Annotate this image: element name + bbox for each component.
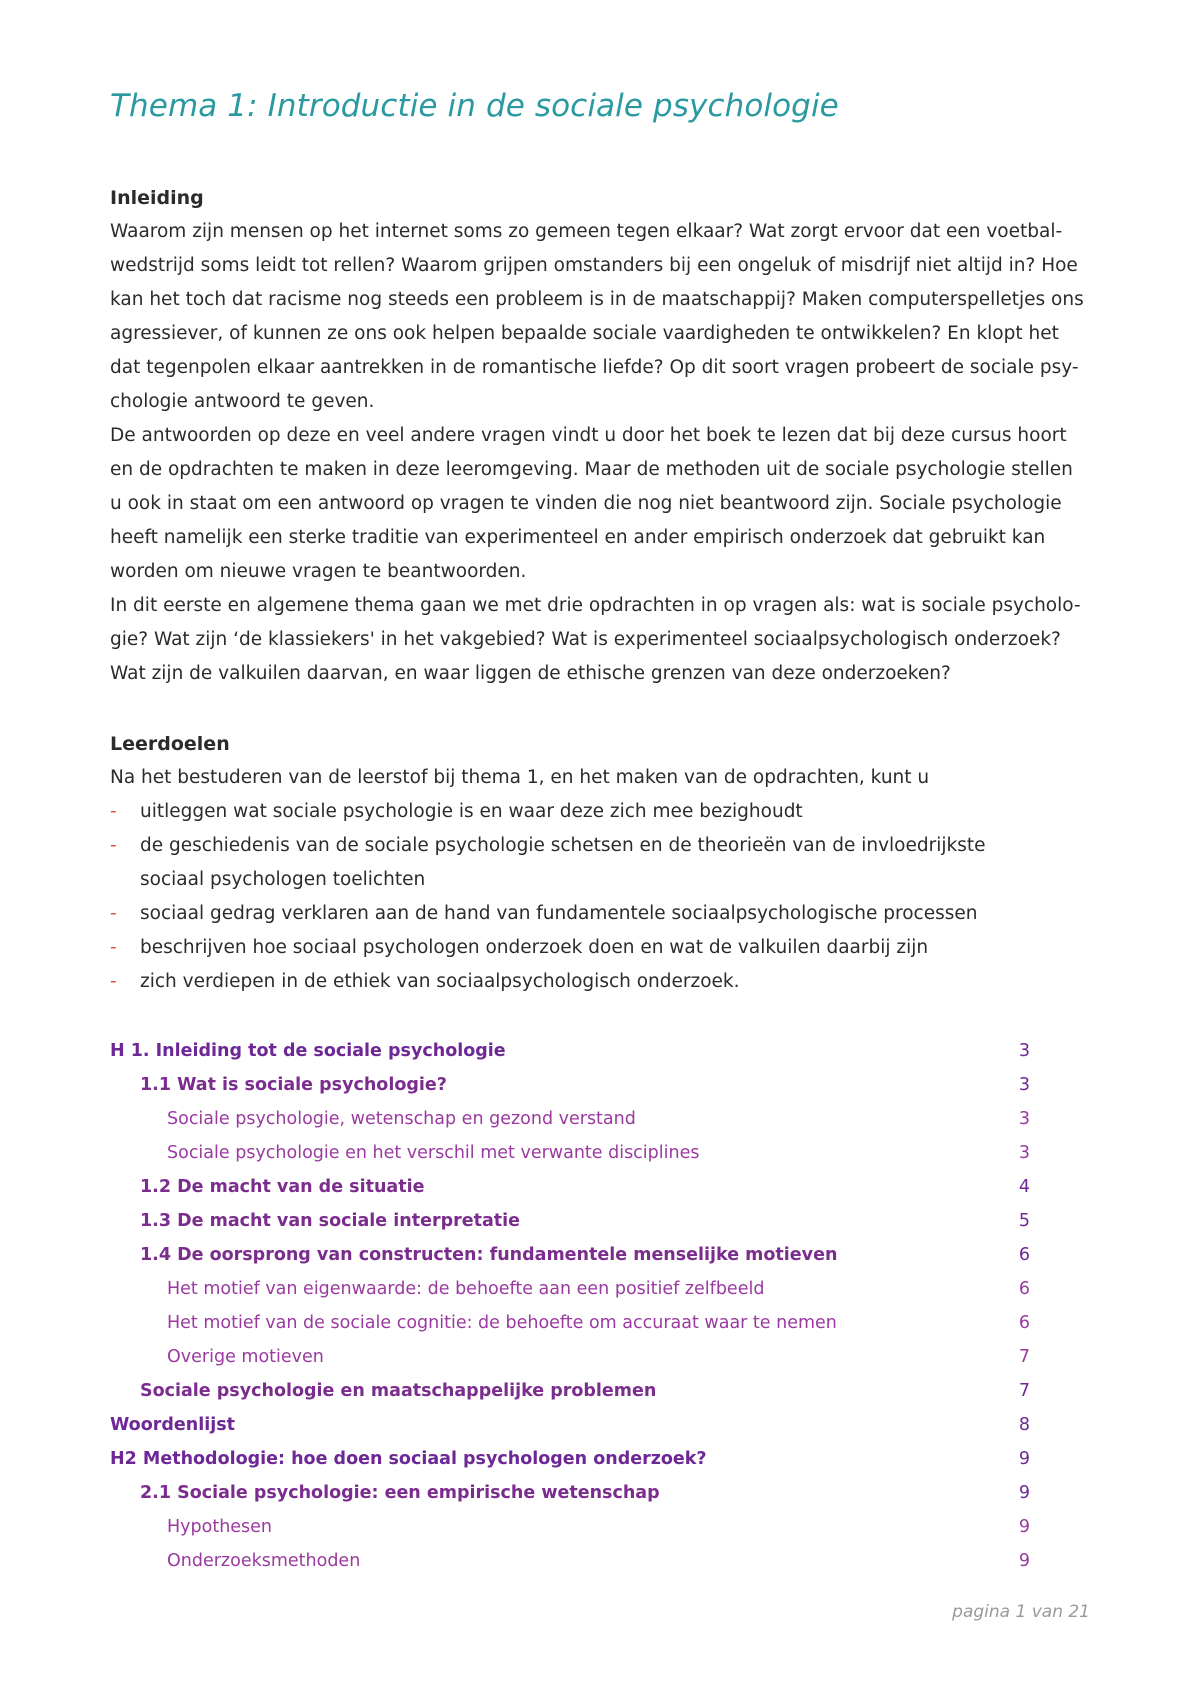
toc-entry-page-number[interactable]: 6 [1018,1313,1030,1333]
toc-entry-page-number[interactable]: 9 [1018,1483,1030,1503]
toc-entry[interactable] [110,1238,1030,1272]
intro-text-line: en de opdrachten te maken in deze leeromgeving. Maar de methoden uit de sociale psychologie stellen [110,459,1073,480]
bullet-dash-icon: - [110,903,117,924]
intro-text-line: Waarom zijn mensen op het internet soms zo gemeen tegen elkaar? Wat zorgt ervoor dat een voetbal- [110,221,1063,242]
toc-entry[interactable] [110,1306,1030,1340]
toc-entry[interactable] [110,1442,1030,1476]
toc-entry[interactable] [110,1408,1030,1442]
learning-goals-section [110,727,1100,999]
intro-heading: Inleiding [110,187,204,209]
intro-paragraph [110,215,1100,691]
toc-entry-page-number[interactable]: 9 [1018,1449,1030,1469]
intro-text-line: heeft namelijk een sterke traditie van experimenteel en ander empirisch onderzoek dat gebruikt kan [110,527,1046,548]
learning-goal-text: sociaal gedrag verklaren aan de hand van fundamentele sociaalpsychologische processen [140,903,978,924]
intro-text-line: agressiever, of kunnen ze ons ook helpen bepaalde sociale vaardigheden te ontwikkelen? En klopt het [110,323,1059,344]
toc-entry[interactable] [110,1136,1030,1170]
learning-goals-lead: Na het bestuderen van de leerstof bij thema 1, en het maken van de opdrachten, kunt u [110,767,930,788]
intro-text-line: kan het toch dat racisme nog steeds een probleem is in de maatschappij? Maken computerspelletjes ons [110,289,1084,310]
toc-entry-label[interactable]: 1.4 De oorsprong van constructen: fundamentele menselijke motieven [140,1245,838,1265]
intro-text-line: De antwoorden op deze en veel andere vragen vindt u door het boek te lezen dat bij deze cursus hoort [110,425,1067,446]
toc-entry-page-number[interactable]: 7 [1018,1381,1030,1401]
toc-entry[interactable] [110,1272,1030,1306]
learning-goal-item [110,965,1100,999]
toc-entry-page-number[interactable]: 8 [1018,1415,1030,1435]
toc-entry-label[interactable]: H 1. Inleiding tot de sociale psychologie [110,1041,506,1061]
toc-entry-page-number[interactable]: 6 [1018,1279,1030,1299]
intro-text-line: gie? Wat zijn ‘de klassiekers' in het vakgebied? Wat is experimenteel sociaalpsychologisch onderzoek? [110,629,1061,650]
learning-goal-item [110,897,1100,931]
toc-entry-label[interactable]: Sociale psychologie en maatschappelijke problemen [140,1381,657,1401]
toc-entry-page-number[interactable]: 7 [1018,1347,1030,1367]
toc-entry[interactable] [110,1170,1030,1204]
toc-entry-label[interactable]: Overige motieven [167,1347,324,1367]
page-number-footer: pagina 1 van 21 [952,1602,1090,1622]
toc-entry-label[interactable]: H2 Methodologie: hoe doen sociaal psychologen onderzoek? [110,1449,707,1469]
bullet-dash-icon: - [110,801,117,822]
toc-entry-label[interactable]: Sociale psychologie, wetenschap en gezond verstand [167,1109,636,1129]
intro-text-line: dat tegenpolen elkaar aantrekken in de romantische liefde? Op dit soort vragen probeert de sociale psy- [110,357,1079,378]
learning-goal-text: beschrijven hoe sociaal psychologen onderzoek doen en wat de valkuilen daarbij zijn [140,937,929,958]
toc-entry[interactable] [110,1476,1030,1510]
toc-entry-label[interactable]: 1.3 De macht van sociale interpretatie [140,1211,521,1231]
toc-entry[interactable] [110,1068,1030,1102]
toc-entry[interactable] [110,1374,1030,1408]
toc-entry-page-number[interactable]: 5 [1018,1211,1030,1231]
toc-entry-page-number[interactable]: 9 [1018,1517,1030,1537]
intro-text-line: worden om nieuwe vragen te beantwoorden. [110,561,527,582]
learning-goal-item [110,795,1100,829]
toc-entry-page-number[interactable]: 3 [1018,1109,1030,1129]
toc-entry-label[interactable]: Het motief van de sociale cognitie: de behoefte om accuraat waar te nemen [167,1313,837,1333]
toc-entry-label[interactable]: Het motief van eigenwaarde: de behoefte aan een positief zelfbeeld [167,1279,765,1299]
toc-entry-page-number[interactable]: 6 [1018,1245,1030,1265]
intro-text-line: u ook in staat om een antwoord op vragen te vinden die nog niet beantwoord zijn. Sociale psychologie [110,493,1062,514]
toc-entry-label[interactable]: Woordenlijst [110,1415,235,1435]
toc-entry-page-number[interactable]: 4 [1018,1177,1030,1197]
toc-entry-page-number[interactable]: 3 [1018,1075,1030,1095]
toc-entry-page-number[interactable]: 3 [1018,1041,1030,1061]
intro-text-line: chologie antwoord te geven. [110,391,375,412]
toc-entry[interactable] [110,1544,1030,1578]
bullet-dash-icon: - [110,835,117,856]
learning-goal-item [110,931,1100,965]
intro-section [110,181,1100,691]
intro-text-line: wedstrijd soms leidt tot rellen? Waarom grijpen omstanders bij een ongeluk of misdrijf niet altijd in? Hoe [110,255,1078,276]
toc-entry-label[interactable]: Hypothesen [167,1517,273,1537]
toc-entry-label[interactable]: Onderzoeksmethoden [167,1551,361,1571]
toc-entry-label[interactable]: Sociale psychologie en het verschil met verwante disciplines [167,1143,700,1163]
intro-text-line: Wat zijn de valkuilen daarvan, en waar liggen de ethische grenzen van deze onderzoeken? [110,663,951,684]
toc-entry-page-number[interactable]: 3 [1018,1143,1030,1163]
learning-goals-heading: Leerdoelen [110,733,230,755]
bullet-dash-icon: - [110,937,117,958]
learning-goal-text: uitleggen wat sociale psychologie is en waar deze zich mee bezighoudt [140,801,803,822]
toc-entry[interactable] [110,1510,1030,1544]
toc-entry-page-number[interactable]: 9 [1018,1551,1030,1571]
toc-entry[interactable] [110,1340,1030,1374]
toc-entry-label[interactable]: 1.1 Wat is sociale psychologie? [140,1075,447,1095]
table-of-contents [110,1034,1030,1578]
intro-text-line: In dit eerste en algemene thema gaan we met drie opdrachten in op vragen als: wat is sociale psycholo- [110,595,1081,616]
toc-entry[interactable] [110,1204,1030,1238]
learning-goal-text: zich verdiepen in de ethiek van sociaalpsychologisch onderzoek. [140,971,740,992]
page-title: Thema 1: Introductie in de sociale psychologie [110,88,839,124]
toc-entry[interactable] [110,1034,1030,1068]
toc-entry-label[interactable]: 1.2 De macht van de situatie [140,1177,425,1197]
learning-goals-list [110,795,1100,999]
learning-goal-text: de geschiedenis van de sociale psychologie schetsen en de theorieën van de invloedrijkste [140,835,986,856]
bullet-dash-icon: - [110,971,117,992]
learning-goal-item [110,829,1100,897]
toc-entry-label[interactable]: 2.1 Sociale psychologie: een empirische wetenschap [140,1483,660,1503]
toc-entry[interactable] [110,1102,1030,1136]
learning-goal-text: sociaal psychologen toelichten [140,869,426,890]
